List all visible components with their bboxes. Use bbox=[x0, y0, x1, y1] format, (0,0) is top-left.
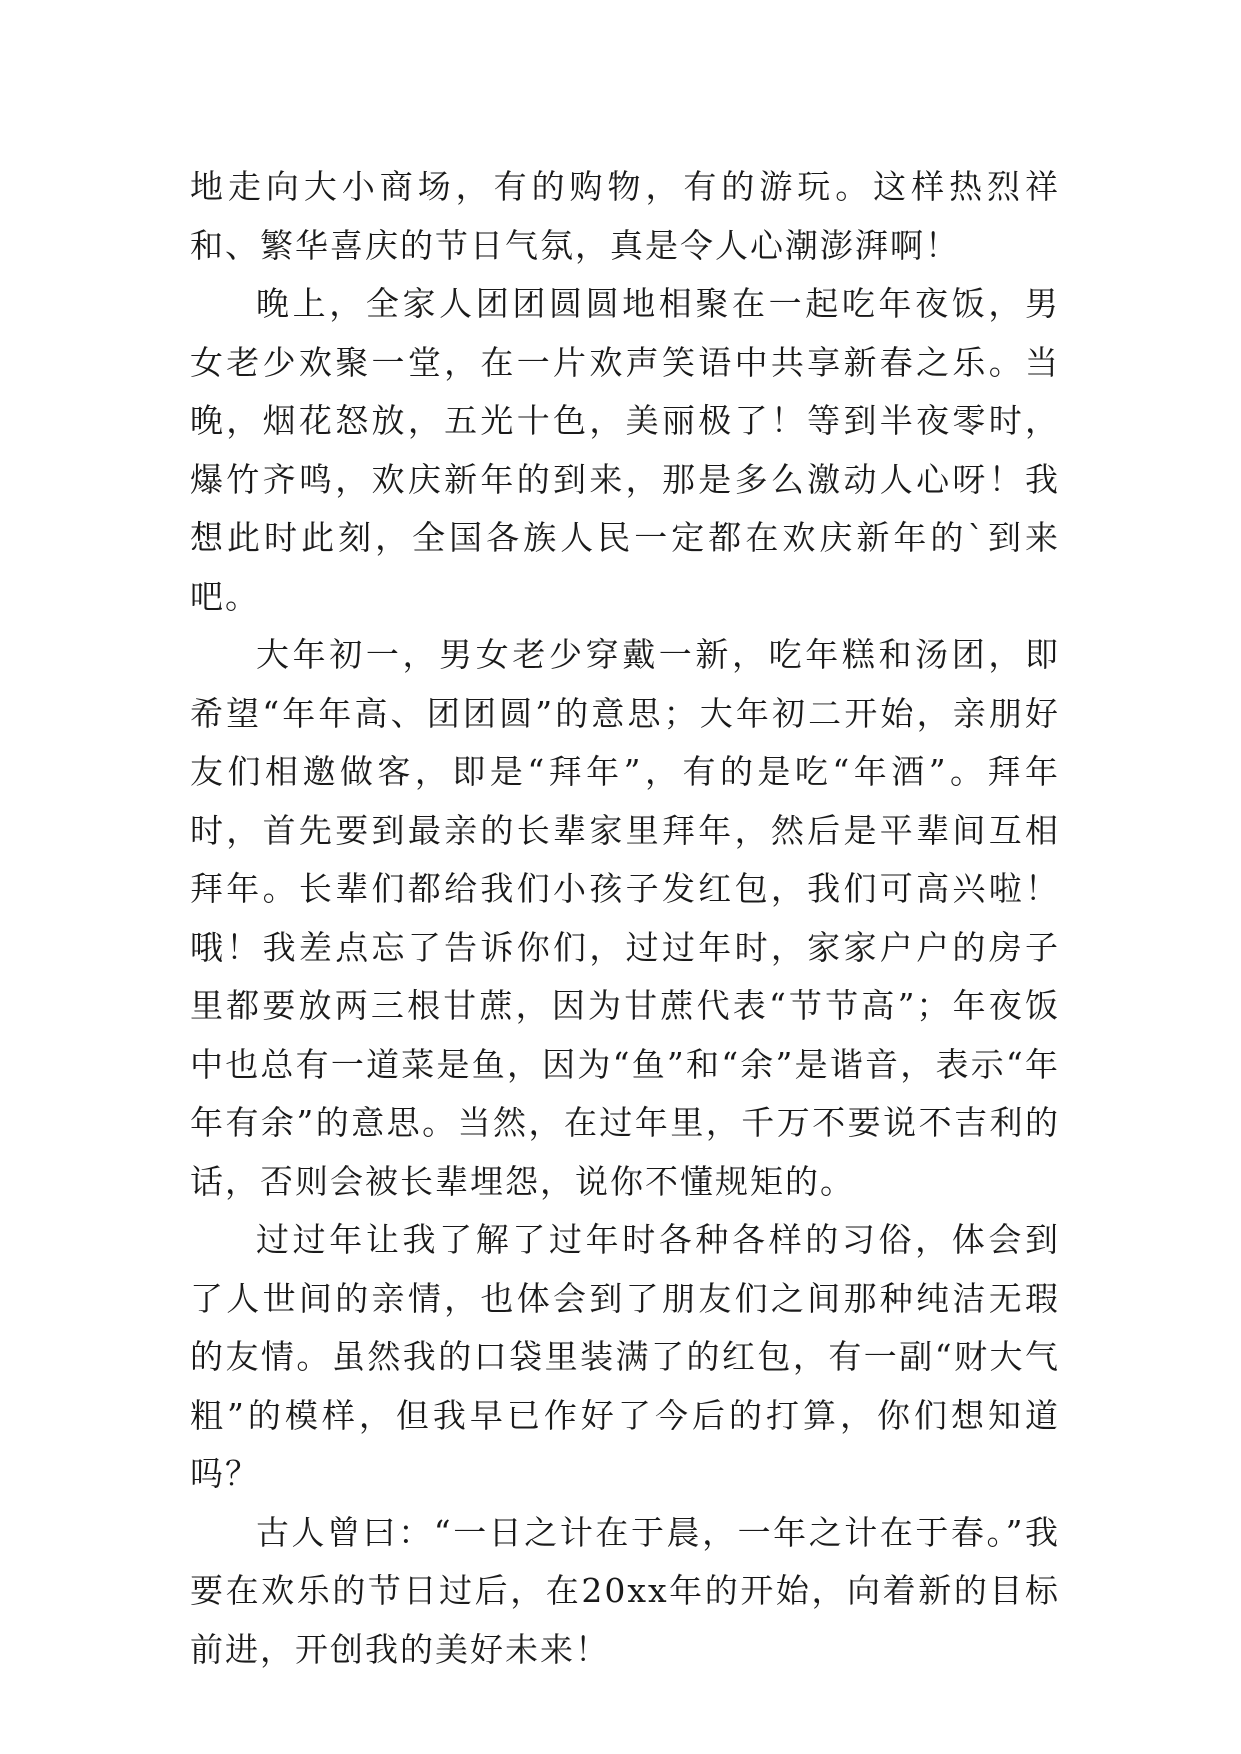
document-body bbox=[190, 158, 1060, 1679]
paragraph-3: 大年初一，男女老少穿戴一新，吃年糕和汤团，即希望“年年高、团团圆”的意思；大年初二开始，亲朋好友们相邀做客，即是“拜年”，有的是吃“年酒”。拜年时，首先要到最亲的长辈家里拜年，然后是平辈间互相拜年。长辈们都给我们小孩子发红包，我们可高兴啦！哦！我差点忘了告诉你们，过过年时，家家户户的房子里都要放两三根甘蔗，因为甘蔗代表“节节高”；年夜饭中也总有一道菜是鱼，因为“鱼”和“余”是谐音，表示“年年有余”的意思。当然，在过年里，千万不要说不吉利的话，否则会被长辈埋怨，说你不懂规矩的。 bbox=[190, 635, 1060, 1201]
paragraph-2: 晚上，全家人团团圆圆地相聚在一起吃年夜饭，男女老少欢聚一堂，在一片欢声笑语中共享新春之乐。当晚，烟花怒放，五光十色，美丽极了！等到半夜零时，爆竹齐鸣，欢庆新年的到来，那是多么激动人心呀！我想此时此刻，全国各族人民一定都在欢庆新年的`到来吧。 bbox=[190, 284, 1060, 616]
paragraph-5: 古人曾曰：“一日之计在于晨，一年之计在于春。”我要在欢乐的节日过后，在20xx年的开始，向着新的目标前进，开创我的美好未来！ bbox=[190, 1512, 1060, 1669]
paragraph-1: 地走向大小商场，有的购物，有的游玩。这样热烈祥和、繁华喜庆的节日气氛，真是令人心潮澎湃啊！ bbox=[190, 167, 1060, 265]
paragraph-4: 过过年让我了解了过年时各种各样的习俗，体会到了人世间的亲情，也体会到了朋友们之间那种纯洁无瑕的友情。虽然我的口袋里装满了的红包，有一副“财大气粗”的模样，但我早已作好了今后的打算，你们想知道吗？ bbox=[190, 1220, 1060, 1493]
